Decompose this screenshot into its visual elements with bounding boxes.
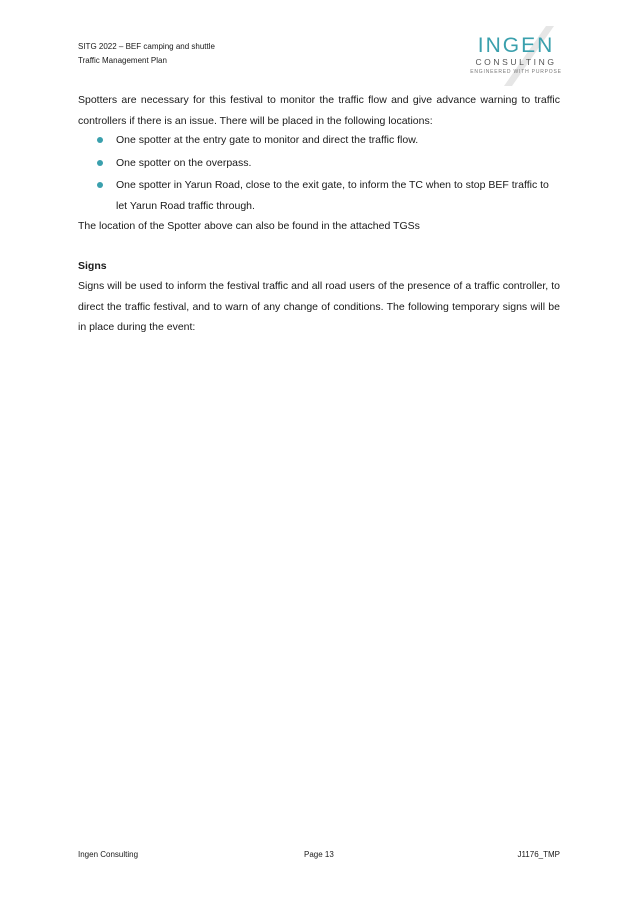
spotters-intro-paragraph: Spotters are necessary for this festival to monitor the traffic flow and give advance warning to traffic controllers if there is an issue. There will be placed in the following locations: [78, 94, 560, 127]
footer-document-code: J1176_TMP [517, 850, 560, 859]
spotter-location-note: The location of the Spotter above can also be found in the attached TGSs [78, 220, 420, 232]
ingen-consulting-logo [468, 22, 570, 86]
list-item-text: One spotter at the entry gate to monitor and direct the traffic flow. [116, 134, 419, 146]
signs-heading: Signs [78, 260, 107, 272]
header-project-title: SITG 2022 – BEF camping and shuttle [78, 42, 215, 51]
footer-page-number: Page 13 [304, 850, 334, 859]
header-document-type: Traffic Management Plan [78, 56, 167, 65]
list-item-text: One spotter in Yarun Road, close to the exit gate, to inform the TC when to stop BEF traffic to let Yarun Road traffic through. [116, 179, 549, 212]
footer-company: Ingen Consulting [78, 850, 139, 859]
list-item [78, 130, 560, 151]
list-item-text: One spotter on the overpass. [116, 156, 252, 169]
signs-paragraph: Signs will be used to inform the festival traffic and all road users of the presence of a traffic controller, to direct the traffic festival, and to warn of any change of conditions. The following temporary signs will be in place during the event: [78, 280, 560, 333]
list-item [78, 153, 560, 174]
spotter-locations-list [78, 130, 560, 219]
logo-tagline: ENGINEERED WITH PURPOSE [470, 69, 562, 75]
bullet-icon [97, 137, 103, 143]
logo-brand-text: INGEN [477, 34, 555, 57]
bullet-icon [97, 182, 103, 188]
document-header [78, 40, 215, 68]
bullet-icon [97, 160, 103, 166]
logo-sub-text: CONSULTING [475, 57, 557, 67]
list-item [78, 175, 560, 217]
